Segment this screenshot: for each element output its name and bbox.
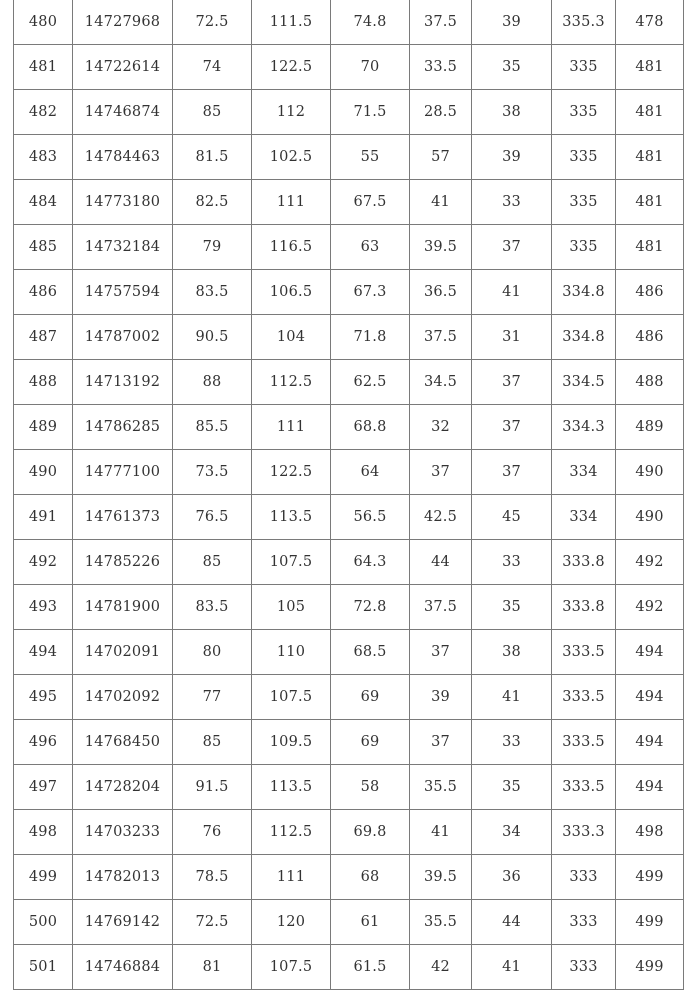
total-score-cell: 334.8: [552, 270, 616, 315]
subject-1-cell: 79: [173, 225, 252, 270]
total-score-cell: 333.5: [552, 675, 616, 720]
table-row: [14, 945, 684, 990]
rank-cell: 484: [14, 180, 73, 225]
subject-3-cell: 61.5: [331, 945, 410, 990]
rank-cell: 496: [14, 720, 73, 765]
subject-2-cell: 102.5: [252, 135, 331, 180]
table-row: [14, 405, 684, 450]
subject-1-cell: 85: [173, 720, 252, 765]
rank-cell: 480: [14, 0, 73, 45]
total-score-cell: 335: [552, 180, 616, 225]
table-row: [14, 45, 684, 90]
subject-4-cell: 37.5: [410, 315, 472, 360]
subject-5-cell: 37: [472, 225, 552, 270]
total-score-cell: 335: [552, 135, 616, 180]
table-row: [14, 450, 684, 495]
overall-rank-cell: 486: [616, 315, 684, 360]
subject-2-cell: 113.5: [252, 495, 331, 540]
subject-2-cell: 112: [252, 90, 331, 135]
table-row: [14, 765, 684, 810]
subject-4-cell: 44: [410, 540, 472, 585]
subject-4-cell: 39.5: [410, 225, 472, 270]
student-id-cell: 14746874: [73, 90, 173, 135]
subject-3-cell: 68.5: [331, 630, 410, 675]
subject-5-cell: 45: [472, 495, 552, 540]
student-id-cell: 14781900: [73, 585, 173, 630]
table-row: [14, 810, 684, 855]
table-row: [14, 720, 684, 765]
rank-cell: 485: [14, 225, 73, 270]
student-id-cell: 14782013: [73, 855, 173, 900]
overall-rank-cell: 492: [616, 540, 684, 585]
subject-4-cell: 42.5: [410, 495, 472, 540]
overall-rank-cell: 478: [616, 0, 684, 45]
subject-2-cell: 107.5: [252, 945, 331, 990]
subject-2-cell: 112.5: [252, 360, 331, 405]
subject-2-cell: 113.5: [252, 765, 331, 810]
subject-5-cell: 38: [472, 630, 552, 675]
subject-5-cell: 37: [472, 360, 552, 405]
subject-5-cell: 35: [472, 765, 552, 810]
subject-5-cell: 37: [472, 405, 552, 450]
total-score-cell: 333.5: [552, 630, 616, 675]
subject-1-cell: 80: [173, 630, 252, 675]
overall-rank-cell: 499: [616, 945, 684, 990]
rank-cell: 498: [14, 810, 73, 855]
overall-rank-cell: 498: [616, 810, 684, 855]
subject-1-cell: 91.5: [173, 765, 252, 810]
overall-rank-cell: 494: [616, 675, 684, 720]
overall-rank-cell: 494: [616, 765, 684, 810]
subject-5-cell: 41: [472, 270, 552, 315]
subject-1-cell: 83.5: [173, 270, 252, 315]
student-id-cell: 14732184: [73, 225, 173, 270]
overall-rank-cell: 490: [616, 495, 684, 540]
student-id-cell: 14773180: [73, 180, 173, 225]
table-row: [14, 0, 684, 45]
subject-5-cell: 35: [472, 585, 552, 630]
subject-1-cell: 72.5: [173, 900, 252, 945]
student-id-cell: 14713192: [73, 360, 173, 405]
subject-2-cell: 111: [252, 855, 331, 900]
student-id-cell: 14722614: [73, 45, 173, 90]
rank-cell: 486: [14, 270, 73, 315]
subject-3-cell: 69: [331, 675, 410, 720]
subject-4-cell: 42: [410, 945, 472, 990]
total-score-cell: 333: [552, 855, 616, 900]
subject-3-cell: 58: [331, 765, 410, 810]
subject-1-cell: 85: [173, 90, 252, 135]
subject-3-cell: 71.5: [331, 90, 410, 135]
total-score-cell: 334.3: [552, 405, 616, 450]
rank-cell: 483: [14, 135, 73, 180]
rank-cell: 493: [14, 585, 73, 630]
rank-cell: 481: [14, 45, 73, 90]
subject-5-cell: 36: [472, 855, 552, 900]
overall-rank-cell: 486: [616, 270, 684, 315]
subject-1-cell: 88: [173, 360, 252, 405]
subject-2-cell: 107.5: [252, 675, 331, 720]
subject-5-cell: 38: [472, 90, 552, 135]
subject-4-cell: 33.5: [410, 45, 472, 90]
student-id-cell: 14746884: [73, 945, 173, 990]
total-score-cell: 335: [552, 90, 616, 135]
student-id-cell: 14777100: [73, 450, 173, 495]
rank-cell: 500: [14, 900, 73, 945]
student-id-cell: 14702092: [73, 675, 173, 720]
subject-3-cell: 64: [331, 450, 410, 495]
table-row: [14, 225, 684, 270]
student-id-cell: 14769142: [73, 900, 173, 945]
subject-1-cell: 81: [173, 945, 252, 990]
table-row: [14, 675, 684, 720]
rank-cell: 501: [14, 945, 73, 990]
table-row: [14, 630, 684, 675]
subject-5-cell: 33: [472, 180, 552, 225]
subject-2-cell: 122.5: [252, 450, 331, 495]
total-score-cell: 333.3: [552, 810, 616, 855]
subject-2-cell: 110: [252, 630, 331, 675]
subject-3-cell: 72.8: [331, 585, 410, 630]
subject-2-cell: 112.5: [252, 810, 331, 855]
overall-rank-cell: 481: [616, 135, 684, 180]
subject-4-cell: 39: [410, 675, 472, 720]
rank-cell: 490: [14, 450, 73, 495]
subject-3-cell: 71.8: [331, 315, 410, 360]
subject-2-cell: 107.5: [252, 540, 331, 585]
subject-3-cell: 68.8: [331, 405, 410, 450]
student-id-cell: 14728204: [73, 765, 173, 810]
table-row: [14, 135, 684, 180]
subject-5-cell: 31: [472, 315, 552, 360]
subject-5-cell: 41: [472, 675, 552, 720]
rank-cell: 491: [14, 495, 73, 540]
subject-5-cell: 33: [472, 540, 552, 585]
overall-rank-cell: 488: [616, 360, 684, 405]
subject-3-cell: 74.8: [331, 0, 410, 45]
student-id-cell: 14785226: [73, 540, 173, 585]
subject-1-cell: 90.5: [173, 315, 252, 360]
total-score-cell: 334: [552, 450, 616, 495]
subject-2-cell: 111: [252, 405, 331, 450]
rank-cell: 497: [14, 765, 73, 810]
subject-2-cell: 104: [252, 315, 331, 360]
subject-1-cell: 76.5: [173, 495, 252, 540]
student-id-cell: 14702091: [73, 630, 173, 675]
subject-2-cell: 111.5: [252, 0, 331, 45]
subject-3-cell: 67.5: [331, 180, 410, 225]
subject-4-cell: 37: [410, 630, 472, 675]
rank-cell: 488: [14, 360, 73, 405]
student-id-cell: 14703233: [73, 810, 173, 855]
table-row: [14, 270, 684, 315]
subject-3-cell: 69: [331, 720, 410, 765]
subject-3-cell: 62.5: [331, 360, 410, 405]
subject-5-cell: 35: [472, 45, 552, 90]
subject-3-cell: 64.3: [331, 540, 410, 585]
total-score-cell: 333.8: [552, 540, 616, 585]
rank-cell: 489: [14, 405, 73, 450]
subject-1-cell: 85: [173, 540, 252, 585]
table-row: [14, 855, 684, 900]
table-row: [14, 360, 684, 405]
subject-2-cell: 120: [252, 900, 331, 945]
rank-cell: 495: [14, 675, 73, 720]
subject-4-cell: 37.5: [410, 585, 472, 630]
table-row: [14, 495, 684, 540]
rank-cell: 487: [14, 315, 73, 360]
student-id-cell: 14784463: [73, 135, 173, 180]
subject-3-cell: 55: [331, 135, 410, 180]
student-id-cell: 14768450: [73, 720, 173, 765]
table-row: [14, 540, 684, 585]
subject-4-cell: 39.5: [410, 855, 472, 900]
subject-2-cell: 106.5: [252, 270, 331, 315]
overall-rank-cell: 481: [616, 90, 684, 135]
student-id-cell: 14787002: [73, 315, 173, 360]
subject-3-cell: 69.8: [331, 810, 410, 855]
table-row: [14, 90, 684, 135]
overall-rank-cell: 490: [616, 450, 684, 495]
subject-4-cell: 32: [410, 405, 472, 450]
total-score-cell: 333: [552, 945, 616, 990]
subject-3-cell: 61: [331, 900, 410, 945]
overall-rank-cell: 492: [616, 585, 684, 630]
overall-rank-cell: 499: [616, 900, 684, 945]
subject-5-cell: 44: [472, 900, 552, 945]
subject-1-cell: 83.5: [173, 585, 252, 630]
subject-4-cell: 35.5: [410, 765, 472, 810]
total-score-cell: 334.8: [552, 315, 616, 360]
total-score-cell: 333.8: [552, 585, 616, 630]
subject-1-cell: 72.5: [173, 0, 252, 45]
total-score-cell: 333: [552, 900, 616, 945]
subject-1-cell: 76: [173, 810, 252, 855]
subject-3-cell: 68: [331, 855, 410, 900]
student-id-cell: 14786285: [73, 405, 173, 450]
rank-cell: 482: [14, 90, 73, 135]
subject-5-cell: 33: [472, 720, 552, 765]
subject-4-cell: 41: [410, 180, 472, 225]
overall-rank-cell: 481: [616, 180, 684, 225]
overall-rank-cell: 494: [616, 630, 684, 675]
table-row: [14, 585, 684, 630]
subject-5-cell: 39: [472, 135, 552, 180]
subject-4-cell: 35.5: [410, 900, 472, 945]
subject-5-cell: 39: [472, 0, 552, 45]
subject-1-cell: 78.5: [173, 855, 252, 900]
rank-cell: 492: [14, 540, 73, 585]
subject-2-cell: 109.5: [252, 720, 331, 765]
subject-3-cell: 63: [331, 225, 410, 270]
subject-2-cell: 105: [252, 585, 331, 630]
subject-1-cell: 81.5: [173, 135, 252, 180]
subject-3-cell: 56.5: [331, 495, 410, 540]
table-row: [14, 900, 684, 945]
subject-4-cell: 37: [410, 720, 472, 765]
overall-rank-cell: 489: [616, 405, 684, 450]
subject-3-cell: 67.3: [331, 270, 410, 315]
subject-5-cell: 34: [472, 810, 552, 855]
total-score-cell: 333.5: [552, 720, 616, 765]
rank-cell: 494: [14, 630, 73, 675]
student-id-cell: 14727968: [73, 0, 173, 45]
subject-4-cell: 37: [410, 450, 472, 495]
student-id-cell: 14761373: [73, 495, 173, 540]
student-id-cell: 14757594: [73, 270, 173, 315]
subject-1-cell: 77: [173, 675, 252, 720]
score-table: [13, 0, 684, 990]
subject-2-cell: 122.5: [252, 45, 331, 90]
total-score-cell: 335: [552, 45, 616, 90]
subject-4-cell: 37.5: [410, 0, 472, 45]
total-score-cell: 333.5: [552, 765, 616, 810]
overall-rank-cell: 481: [616, 225, 684, 270]
subject-5-cell: 41: [472, 945, 552, 990]
subject-3-cell: 70: [331, 45, 410, 90]
table-row: [14, 315, 684, 360]
rank-cell: 499: [14, 855, 73, 900]
subject-2-cell: 111: [252, 180, 331, 225]
subject-5-cell: 37: [472, 450, 552, 495]
subject-4-cell: 41: [410, 810, 472, 855]
overall-rank-cell: 494: [616, 720, 684, 765]
subject-4-cell: 34.5: [410, 360, 472, 405]
total-score-cell: 334: [552, 495, 616, 540]
subject-4-cell: 28.5: [410, 90, 472, 135]
overall-rank-cell: 481: [616, 45, 684, 90]
table-row: [14, 180, 684, 225]
subject-1-cell: 73.5: [173, 450, 252, 495]
subject-4-cell: 36.5: [410, 270, 472, 315]
subject-2-cell: 116.5: [252, 225, 331, 270]
subject-1-cell: 74: [173, 45, 252, 90]
subject-1-cell: 82.5: [173, 180, 252, 225]
subject-1-cell: 85.5: [173, 405, 252, 450]
overall-rank-cell: 499: [616, 855, 684, 900]
table-body: [14, 0, 684, 990]
total-score-cell: 334.5: [552, 360, 616, 405]
subject-4-cell: 57: [410, 135, 472, 180]
total-score-cell: 335: [552, 225, 616, 270]
total-score-cell: 335.3: [552, 0, 616, 45]
